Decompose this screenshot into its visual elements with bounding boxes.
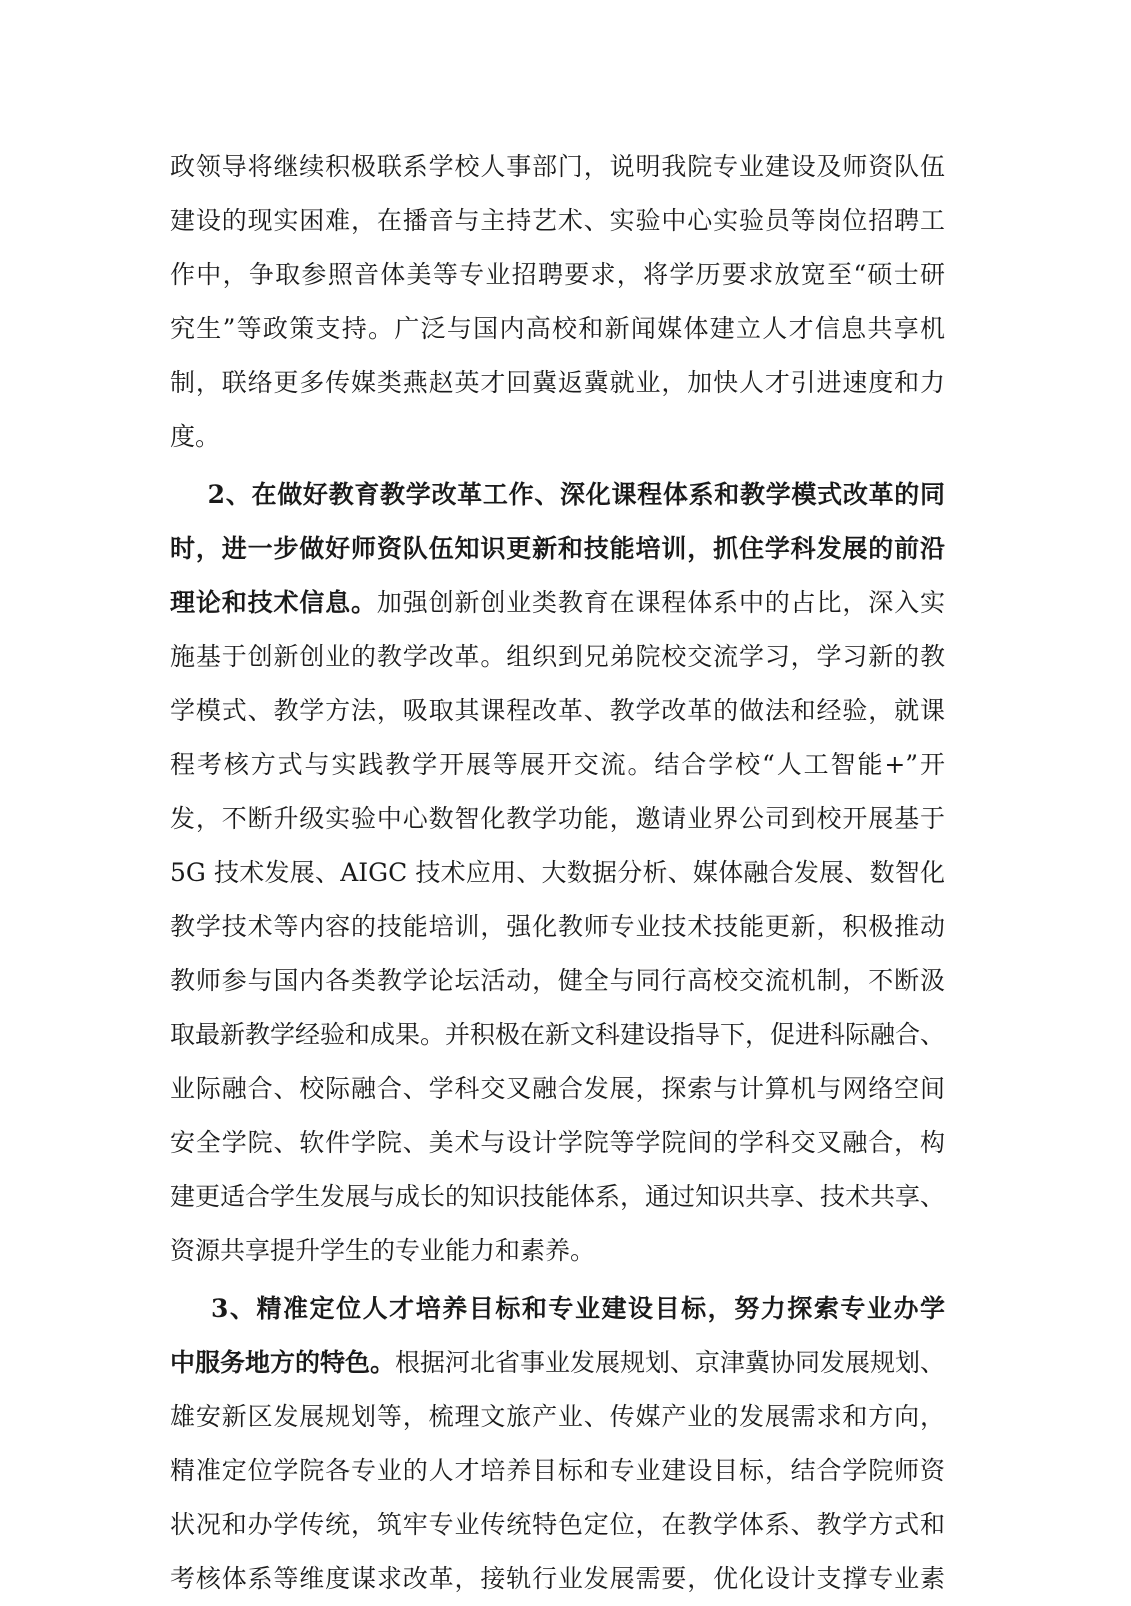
text-line: 考核体系等维度谋求改革，接轨行业发展需要，优化设计支撑专业素 [170, 1564, 945, 1593]
text-line: 取最新教学经验和成果。并积极在新文科建设指导下，促进科际融合、 [170, 1020, 945, 1049]
text-line: 程考核方式与实践教学开展等展开交流。结合学校“人工智能+”开 [170, 750, 945, 779]
text-line: 安全学院、软件学院、美术与设计学院等学院间的学科交叉融合，构 [170, 1128, 945, 1157]
text-line: 作中，争取参照音体美等专业招聘要求，将学历要求放宽至“硕士研 [170, 260, 945, 289]
text-line: 建设的现实困难，在播音与主持艺术、实验中心实验员等岗位招聘工 [170, 206, 945, 235]
text-line: 中服务地方的特色。根据河北省事业发展规划、京津冀协同发展规划、 [170, 1348, 945, 1377]
text-line: 资源共享提升学生的专业能力和素养。 [170, 1236, 596, 1265]
text-line: 业际融合、校际融合、学科交叉融合发展，探索与计算机与网络空间 [170, 1074, 945, 1103]
text-line: 施基于创新创业的教学改革。组织到兄弟院校交流学习，学习新的教 [170, 642, 945, 671]
text-line: 理论和技术信息。加强创新创业类教育在课程体系中的占比，深入实 [170, 588, 945, 617]
text-line: 教师参与国内各类教学论坛活动，健全与同行高校交流机制，不断汲 [170, 966, 945, 995]
text-line: 度。 [170, 422, 221, 451]
text-line: 精准定位学院各专业的人才培养目标和专业建设目标，结合学院师资 [170, 1456, 945, 1485]
text-line: 建更适合学生发展与成长的知识技能体系，通过知识共享、技术共享、 [170, 1182, 945, 1211]
text-line: 5G 技术发展、AIGC 技术应用、大数据分析、媒体融合发展、数智化 [170, 858, 945, 887]
text-line: 制，联络更多传媒类燕赵英才回冀返冀就业，加快人才引进速度和力 [170, 368, 945, 397]
text-line: 雄安新区发展规划等，梳理文旅产业、传媒产业的发展需求和方向， [170, 1402, 945, 1431]
text-line: 学模式、教学方法，吸取其课程改革、教学改革的做法和经验，就课 [170, 696, 945, 725]
text-line: 时，进一步做好师资队伍知识更新和技能培训，抓住学科发展的前沿 [170, 534, 945, 563]
text-line: 教学技术等内容的技能培训，强化教师专业技术技能更新，积极推动 [170, 912, 945, 941]
text-line: 2、在做好教育教学改革工作、深化课程体系和教学模式改革的同 [170, 480, 945, 509]
text-line: 究生”等政策支持。广泛与国内高校和新闻媒体建立人才信息共享机 [170, 314, 945, 343]
text-line: 3、精准定位人才培养目标和专业建设目标，努力探索专业办学 [170, 1294, 945, 1323]
body-text [170, 140, 945, 1606]
text-line: 状况和办学传统，筑牢专业传统特色定位，在教学体系、教学方式和 [170, 1510, 945, 1539]
text-line: 发，不断升级实验中心数智化教学功能，邀请业界公司到校开展基于 [170, 804, 945, 833]
text-line: 政领导将继续积极联系学校人事部门，说明我院专业建设及师资队伍 [170, 152, 945, 181]
